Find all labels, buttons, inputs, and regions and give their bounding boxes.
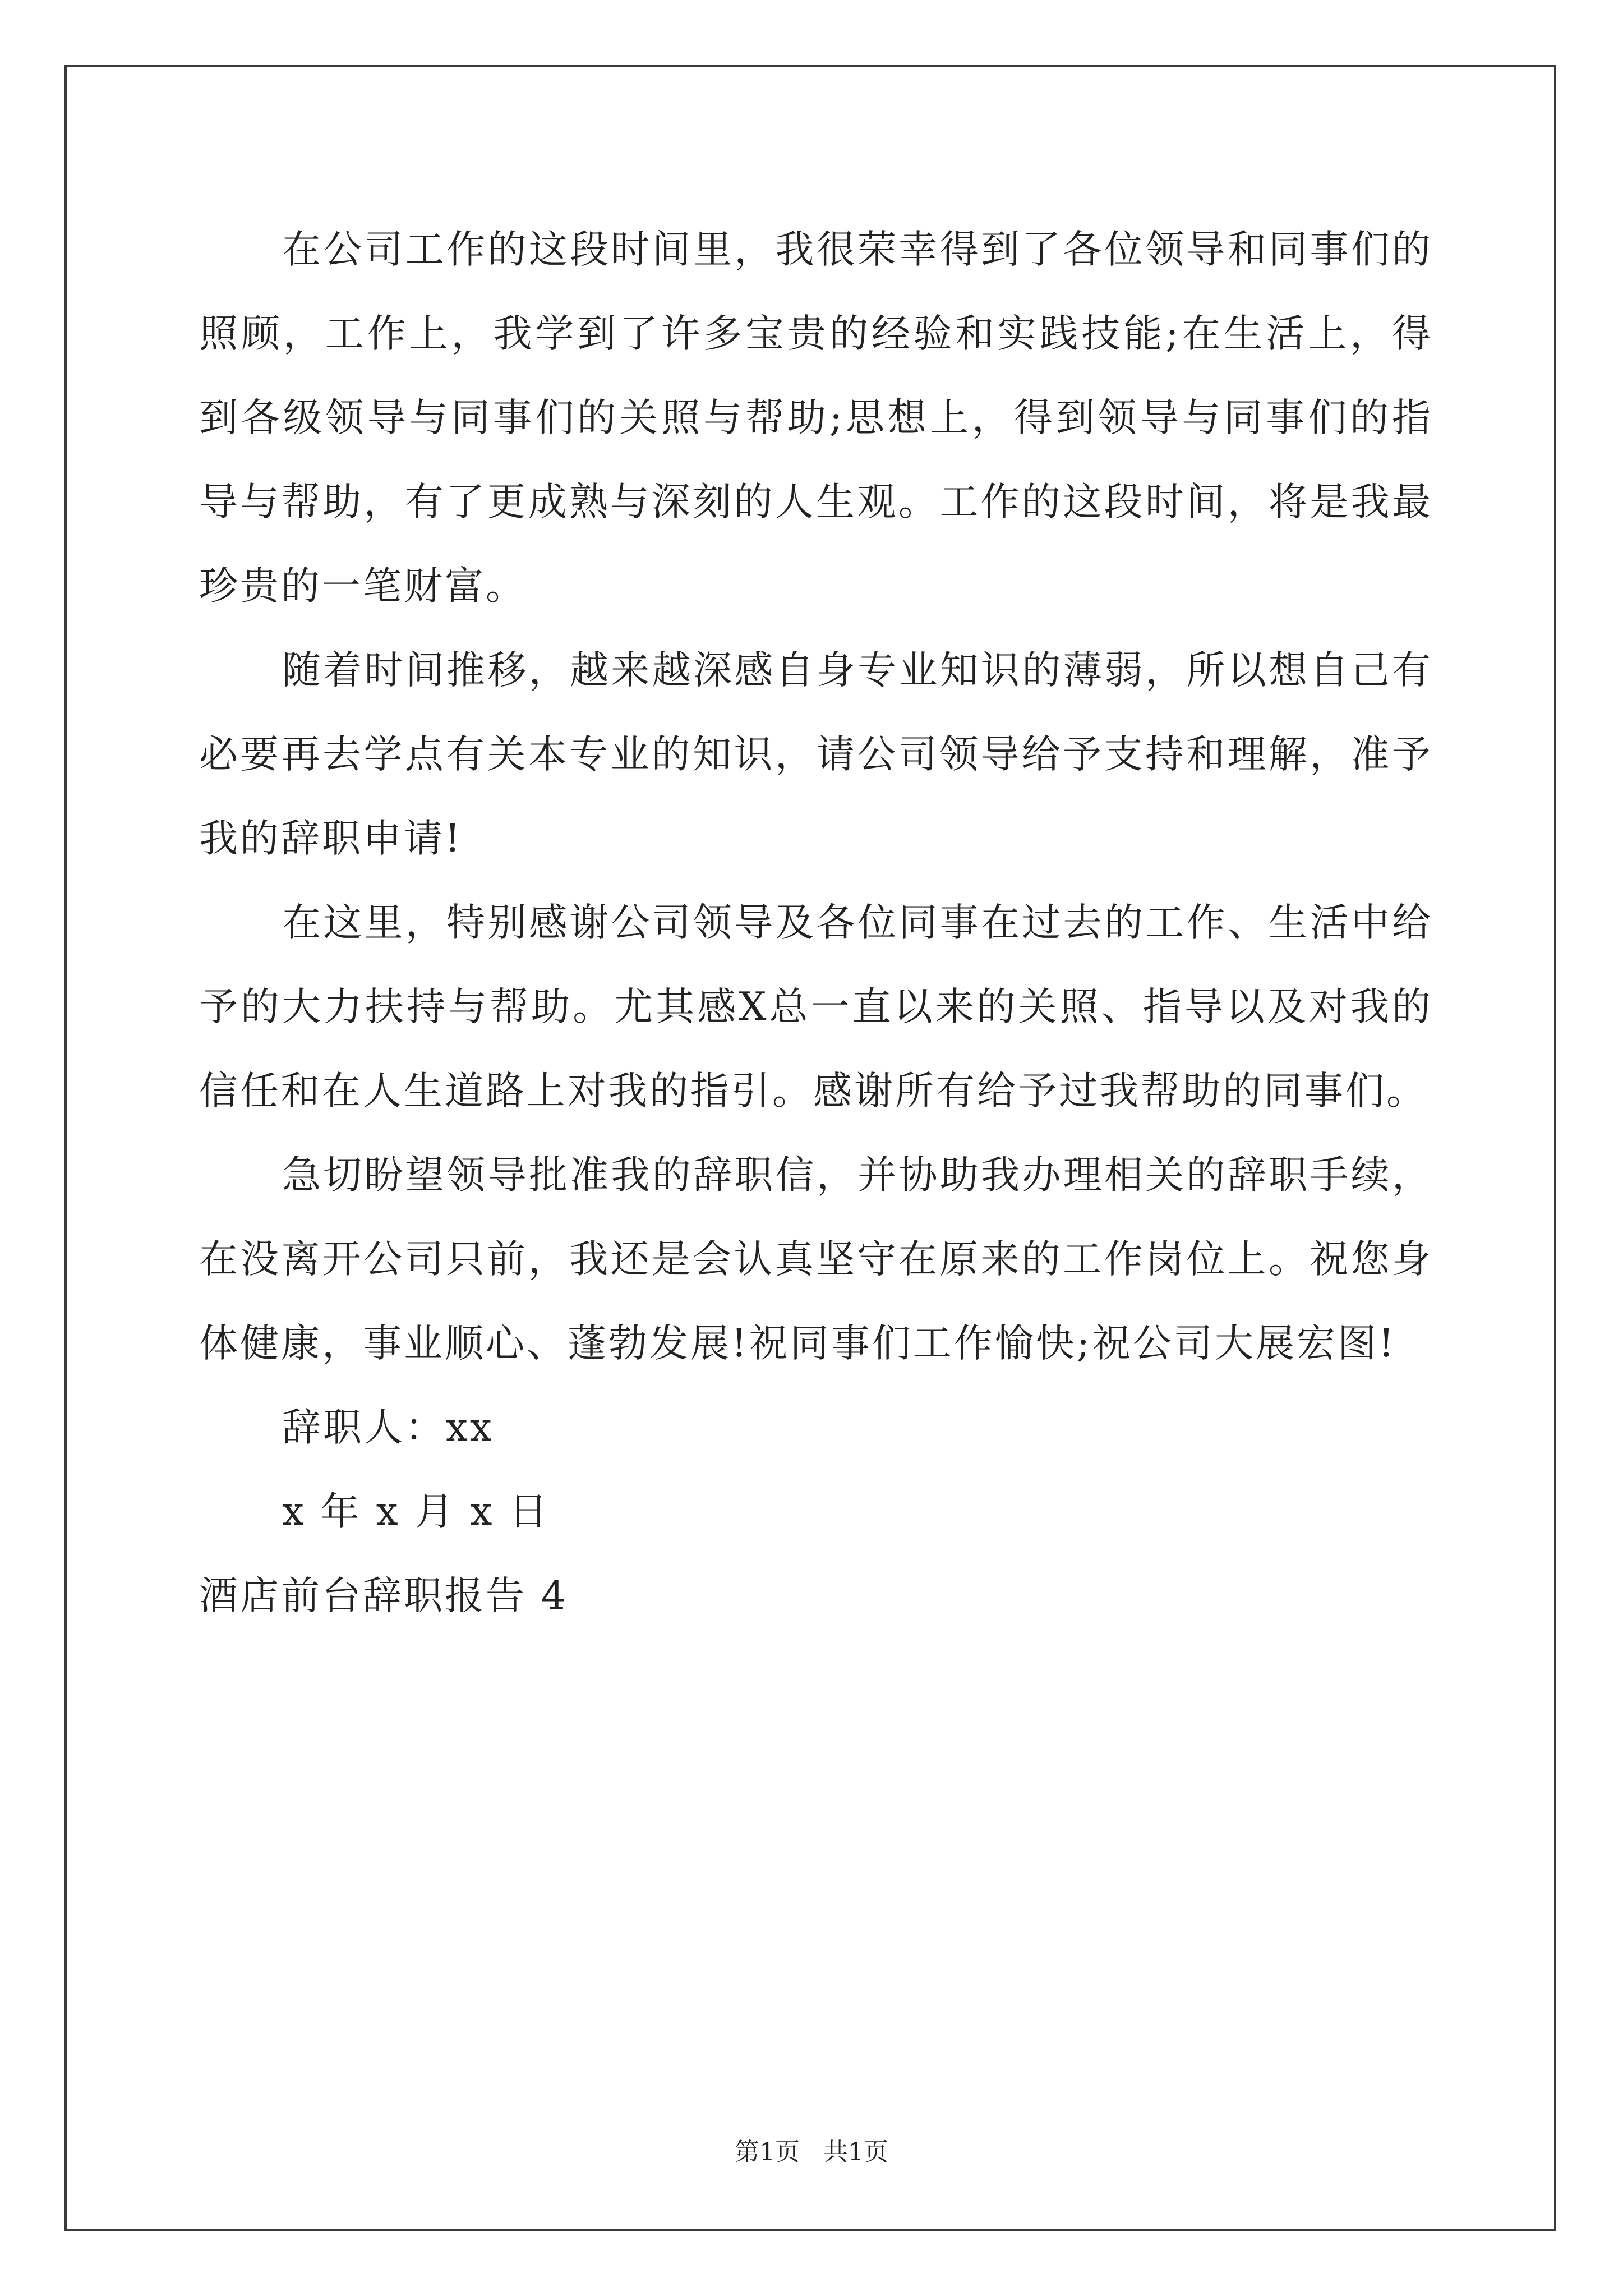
paragraph-reason: 随着时间推移，越来越深感自身专业知识的薄弱，所以想自己有必要再去学点有关本专业的知识，请公司领导给予支持和理解，准予我的辞职申请! bbox=[199, 648, 1433, 861]
paragraph-thanks: 在这里，特别感谢公司领导及各位同事在过去的工作、生活中给予的大力扶持与帮助。尤其感X总一直以来的关照、指导以及对我的信任和在人生道路上对我的指引。感谢所有给予过我帮助的同事们。 bbox=[199, 900, 1433, 1114]
date-line: x 年 x 月 x 日 bbox=[282, 1489, 550, 1534]
next-section-heading: 酒店前台辞职报告 4 bbox=[199, 1573, 568, 1618]
letter-body bbox=[199, 208, 1433, 1638]
paragraph-gratitude: 在公司工作的这段时间里，我很荣幸得到了各位领导和同事们的照顾，工作上，我学到了许多宝贵的经验和实践技能;在生活上，得到各级领导与同事们的关照与帮助;思想上，得到领导与同事们的指导与帮助，有了更成熟与深刻的人生观。工作的这段时间，将是我最珍贵的一笔财富。 bbox=[199, 227, 1433, 609]
paragraph-request: 急切盼望领导批准我的辞职信，并协助我办理相关的辞职手续，在没离开公司只前，我还是会认真坚守在原来的工作岗位上。祝您身体健康，事业顺心、蓬勃发展!祝同事们工作愉快;祝公司大展宏图! bbox=[199, 1153, 1433, 1366]
page-number-footer: 第1页 共1页 bbox=[735, 2138, 888, 2166]
signature-line: 辞职人：xx bbox=[282, 1405, 494, 1450]
